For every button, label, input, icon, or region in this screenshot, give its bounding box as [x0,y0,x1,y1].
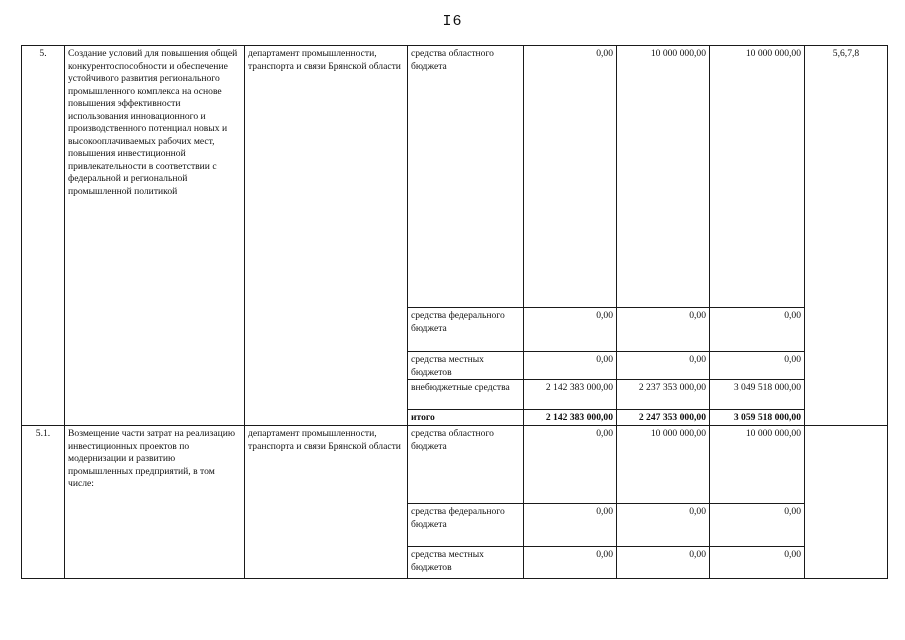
amount-col-3: 0,00 [710,504,805,547]
amount-col-2: 10 000 000,00 [617,426,710,504]
funding-source: средства местных бюджетов [408,547,524,579]
amount-col-2: 10 000 000,00 [617,46,710,308]
funding-source-total: итого [408,410,524,426]
amount-col-1: 2 142 383 000,00 [524,380,617,410]
amount-col-2: 0,00 [617,308,710,352]
amount-col-3: 0,00 [710,308,805,352]
funding-source: средства федерального бюджета [408,308,524,352]
amount-col-1: 0,00 [524,547,617,579]
amount-col-1: 0,00 [524,504,617,547]
amount-col-1: 0,00 [524,308,617,352]
amount-col-2: 0,00 [617,547,710,579]
amount-col-3: 3 049 518 000,00 [710,380,805,410]
funding-source: средства федерального бюджета [408,504,524,547]
funding-source: средства местных бюджетов [408,352,524,380]
item-number: 5. [22,46,65,426]
item-name: Создание условий для повышения общей конкурентоспособности и обеспечение устойчивого развития регионального промышленного комплекса на основе повышения эффективности использования инновационного и производственного потенциал новых и высокооплачиваемых рабочих мест, повышения инвестиционной привлекательности в соответствии с федеральной и региональной промышленной политикой [65,46,245,426]
indicator-numbers: 5,6,7,8 [805,46,888,426]
amount-col-1: 0,00 [524,46,617,308]
amount-col-2: 0,00 [617,504,710,547]
amount-col-2: 0,00 [617,352,710,380]
amount-col-3: 10 000 000,00 [710,426,805,504]
page-number: I6 [442,13,463,30]
table-row [22,426,888,504]
amount-col-3: 0,00 [710,352,805,380]
funding-source: средства областного бюджета [408,426,524,504]
item-executor: департамент промышленности, транспорта и связи Брянской области [245,46,408,426]
total-col-1: 2 142 383 000,00 [524,410,617,426]
total-col-3: 3 059 518 000,00 [710,410,805,426]
total-col-2: 2 247 353 000,00 [617,410,710,426]
amount-col-1: 0,00 [524,352,617,380]
amount-col-1: 0,00 [524,426,617,504]
table-row [22,46,888,308]
budget-table [21,45,888,579]
indicator-numbers [805,426,888,579]
item-name: Возмещение части затрат на реализацию инвестиционных проектов по модернизации и развитию промышленных предприятий, в том числе: [65,426,245,579]
amount-col-3: 0,00 [710,547,805,579]
amount-col-2: 2 237 353 000,00 [617,380,710,410]
funding-source: внебюджетные средства [408,380,524,410]
funding-source: средства областного бюджета [408,46,524,308]
amount-col-3: 10 000 000,00 [710,46,805,308]
item-executor: департамент промышленности, транспорта и связи Брянской области [245,426,408,579]
item-number: 5.1. [22,426,65,579]
